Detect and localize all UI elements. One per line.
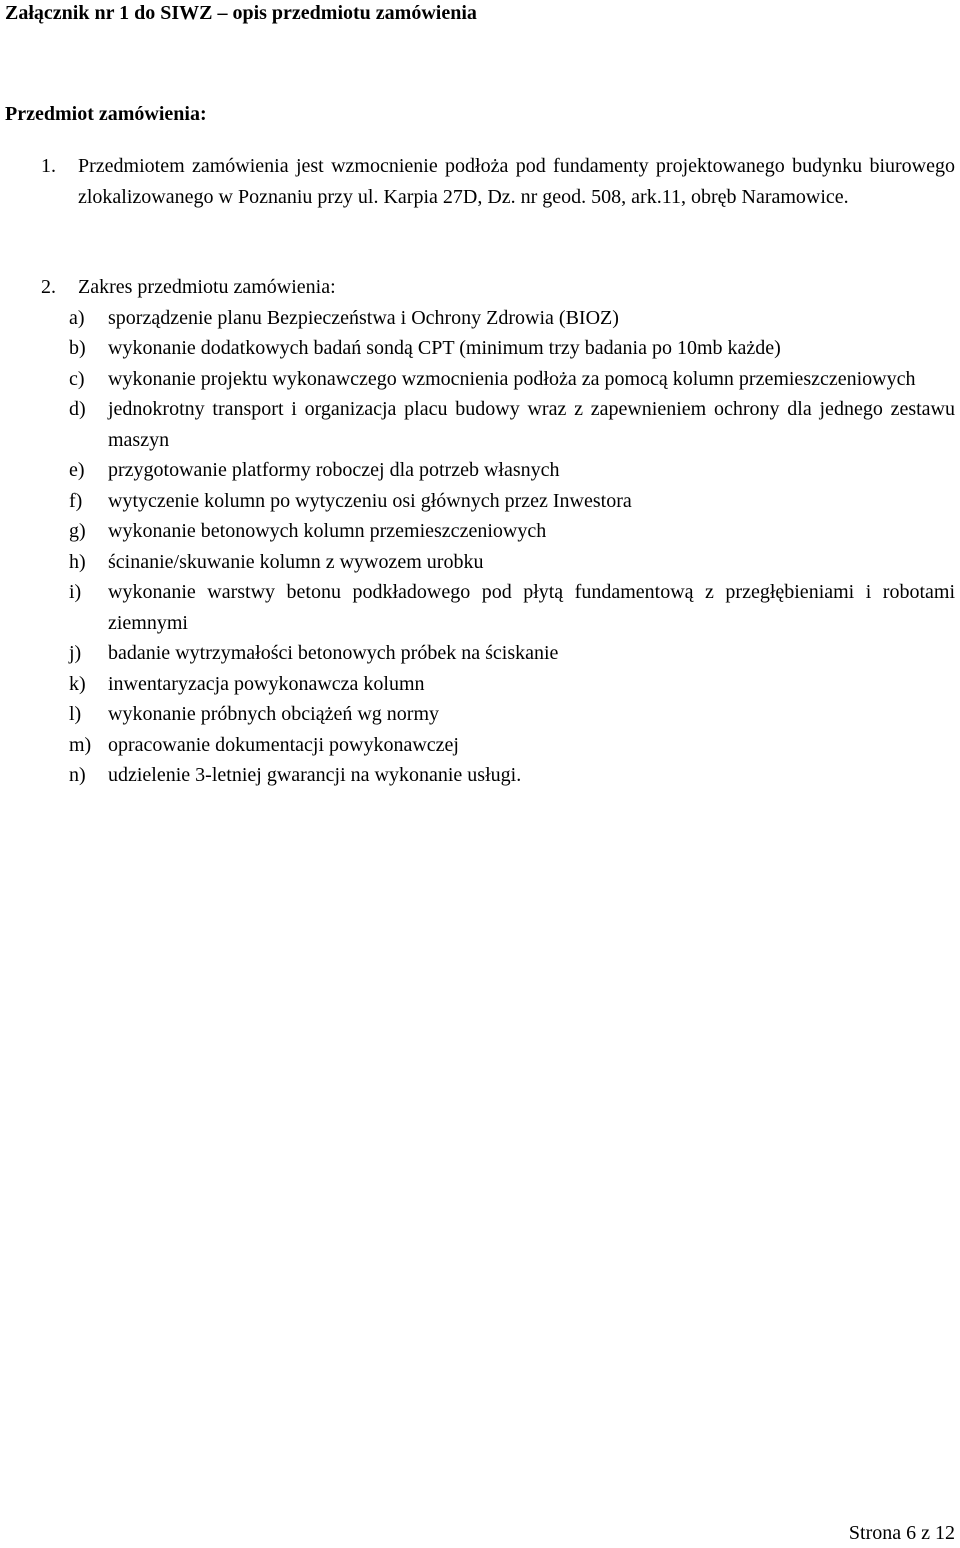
scope-list — [66, 303, 955, 791]
subject-heading: Przedmiot zamówienia: — [5, 103, 207, 125]
item-text: ścinanie/skuwanie kolumn z wywozem urobku — [108, 550, 484, 573]
item-text: jednokrotny transport i organizacja placu budowy wraz z zapewnieniem ochrony dla jednego zestawu maszyn — [108, 398, 955, 451]
item-text: inwentaryzacja powykonawcza kolumn — [108, 672, 425, 695]
scope-item-m — [66, 730, 955, 761]
item-letter: i) — [69, 581, 82, 603]
item-text: wytyczenie kolumn po wytyczeniu osi głównych przez Inwestora — [108, 489, 632, 512]
item-letter: f) — [69, 489, 83, 512]
item-text: wykonanie próbnych obciążeń wg normy — [108, 703, 440, 725]
scope-item-e — [66, 455, 955, 486]
item-letter: g) — [69, 520, 86, 542]
scope-item-f — [66, 486, 955, 517]
item-letter: c) — [69, 367, 85, 390]
item-text: badanie wytrzymałości betonowych próbek na ściskanie — [108, 642, 559, 664]
scope-item-n — [66, 760, 955, 791]
item-letter: d) — [69, 398, 86, 420]
item-letter: m) — [69, 733, 92, 756]
scope-item-d — [66, 394, 955, 455]
section-2 — [41, 272, 955, 791]
section-number: 2. — [41, 276, 56, 298]
scope-item-g — [66, 516, 955, 547]
section-1 — [41, 151, 955, 212]
scope-item-i — [66, 577, 955, 638]
item-letter: a) — [69, 306, 85, 329]
scope-item-k — [66, 669, 955, 700]
scope-item-l — [66, 699, 955, 730]
scope-item-h — [66, 547, 955, 578]
scope-item-c — [66, 364, 955, 395]
item-text: udzielenie 3-letniej gwarancji na wykonanie usługi. — [108, 764, 522, 786]
item-letter: n) — [69, 764, 86, 786]
item-text: wykonanie projektu wykonawczego wzmocnienia podłoża za pomocą kolumn przemieszczeniowych — [108, 367, 916, 390]
item-text: opracowanie dokumentacji powykonawczej — [108, 733, 459, 756]
item-letter: l) — [69, 703, 82, 725]
item-letter: h) — [69, 550, 86, 573]
item-text: wykonanie warstwy betonu podkładowego pod płytą fundamentową z przegłębieniami i robotami ziemnymi — [108, 581, 955, 634]
scope-item-j — [66, 638, 955, 669]
item-text: sporządzenie planu Bezpieczeństwa i Ochrony Zdrowia (BIOZ) — [108, 306, 619, 329]
item-letter: b) — [69, 337, 86, 359]
section-number: 1. — [41, 155, 56, 177]
item-letter: k) — [69, 672, 86, 695]
section-text: Przedmiotem zamówienia jest wzmocnienie podłoża pod fundamenty projektowanego budynku biurowego zlokalizowanego w Poznaniu przy ul. Karpia 27D, Dz. nr geod. 508, ark.11, obręb Naramowice. — [78, 155, 955, 208]
item-text: wykonanie dodatkowych badań sondą CPT (minimum trzy badania po 10mb każde) — [108, 337, 781, 359]
item-letter: j) — [69, 642, 82, 664]
scope-item-a — [66, 303, 955, 334]
scope-item-b — [66, 333, 955, 364]
item-text: wykonanie betonowych kolumn przemieszczeniowych — [108, 520, 547, 542]
item-letter: e) — [69, 459, 85, 481]
item-text: przygotowanie platformy roboczej dla potrzeb własnych — [108, 459, 560, 481]
section-text: Zakres przedmiotu zamówienia: — [78, 276, 336, 298]
document-title: Załącznik nr 1 do SIWZ – opis przedmiotu zamówienia — [5, 2, 477, 24]
page-number: Strona 6 z 12 — [848, 1522, 955, 1544]
